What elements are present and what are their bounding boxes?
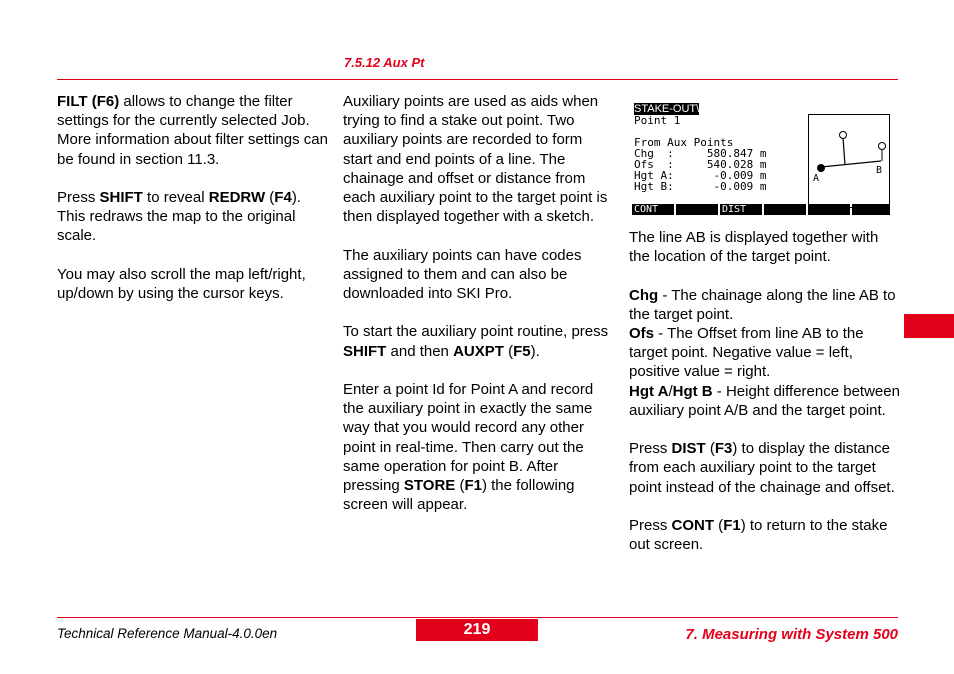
fkey-f6[interactable]: [852, 204, 890, 215]
column-right: [629, 228, 901, 554]
screen-row-ofs: Ofs : 540.028 m: [634, 158, 767, 171]
paragraph-scroll: [57, 265, 332, 303]
screen-row-hgtb: Hgt B: -0.009 m: [634, 180, 767, 193]
paragraph-start: [343, 322, 615, 360]
bold-term: F1: [464, 477, 482, 495]
paragraph-chg: [629, 286, 901, 324]
column-left: [57, 92, 332, 322]
paragraph-codes: The auxiliary points can have codes assigned to them and can also be downloaded into SKI Pro.: [343, 246, 582, 303]
fkey-f3[interactable]: DIST: [720, 204, 762, 215]
fkey-f5[interactable]: [808, 204, 850, 215]
function-key-bar: [632, 204, 890, 215]
column-middle: [343, 92, 615, 534]
bold-term: Chg: [629, 286, 659, 304]
paragraph-record: [343, 380, 615, 514]
paragraph-aux-intro: Auxiliary points are used as aids when trying to find a stake out point. Two auxiliary points are recorded to form start and end points of a line. The chainage and offset or distance from each auxiliary point to the target point is then displayed together with a sketch.: [343, 93, 608, 226]
label-a: A: [813, 173, 820, 184]
screen-point: Point 1: [634, 114, 681, 127]
text-span: You may also scroll the map left/right, up/down by using the cursor keys.: [57, 265, 306, 302]
text-span: Press: [629, 440, 672, 458]
text-span: - The chainage along the line AB to the target point.: [629, 286, 896, 323]
target-point-marker: [840, 132, 847, 139]
text-span: Enter a point Id for Point A and record the auxiliary point in exactly the same way that you would record any other point in real-time. Then carry out the same operation for point B. After pressing: [343, 381, 594, 495]
paragraph-dist: [629, 439, 901, 497]
paragraph-redraw: [57, 188, 332, 246]
bold-term: AUXPT: [453, 342, 504, 360]
sketch-drawing: [809, 115, 889, 207]
bold-term: F3: [714, 440, 733, 458]
screen-title-text: STAKE-OUT\: [634, 103, 700, 115]
bold-term: SHIFT: [343, 342, 387, 360]
label-b: B: [876, 165, 883, 176]
text-span: to reveal: [142, 189, 209, 206]
device-screen: [632, 104, 892, 216]
chapter-title: 7. Measuring with System 500: [685, 626, 898, 643]
text-span: ). This redraws the map to the original scale.: [57, 189, 301, 245]
text-span: ).: [530, 342, 540, 360]
text-span: and then: [386, 342, 454, 360]
chapter-tab-marker: [904, 314, 954, 338]
header-rule: [57, 79, 898, 80]
section-title: 7.5.12 Aux Pt: [344, 55, 425, 70]
text-span: /: [668, 382, 673, 400]
screen-row-hgta: Hgt A: -0.009 m: [634, 169, 767, 182]
offset-line: [843, 138, 845, 165]
fkey-f1[interactable]: CONT: [632, 204, 674, 215]
line-ab: [821, 161, 881, 167]
line-sketch: [808, 114, 890, 208]
screen-heading: From Aux Points: [634, 136, 734, 149]
bold-term: F5: [513, 342, 531, 360]
point-a-marker: [817, 164, 825, 172]
bold-term: Hgt A: [629, 382, 669, 400]
bold-term: FILT (F6): [57, 93, 120, 110]
bold-term: CONT: [671, 517, 715, 534]
text-span: (: [265, 189, 275, 206]
text-span: Press: [57, 189, 100, 206]
bold-term: Hgt B: [672, 382, 713, 400]
text-span: - The Offset from line AB to the target point. Negative value = left, positive value = right.: [629, 325, 864, 381]
text-span: (: [503, 342, 514, 360]
bold-term: F4: [274, 189, 292, 206]
bold-term: SHIFT: [99, 189, 143, 206]
bold-term: F1: [723, 517, 741, 534]
paragraph-caption: The line AB is displayed together with the location of the target point.: [629, 229, 879, 266]
text-span: ) the following screen will appear.: [343, 477, 575, 514]
text-span: - Height difference between auxiliary point A/B and the target point.: [629, 382, 900, 419]
text-span: (: [455, 477, 465, 495]
bold-term: DIST: [671, 440, 706, 458]
paragraph-hgt: [629, 382, 901, 420]
text-span: ) to return to the stake out screen.: [629, 517, 888, 554]
fkey-f4[interactable]: [764, 204, 806, 215]
text-span: allows to change the filter settings for the currently selected Job. More information about filter settings can be found in section 11.3.: [57, 93, 328, 168]
bold-term: Ofs: [629, 325, 655, 342]
fkey-f2[interactable]: [676, 204, 718, 215]
footer-rule: [57, 617, 898, 618]
bold-term: STORE: [403, 477, 456, 495]
text-span: To start the auxiliary point routine, press: [343, 323, 609, 341]
bold-term: REDRW: [208, 189, 266, 206]
text-span: ) to display the distance from each auxiliary point to the target point instead of the chainage and offset.: [629, 440, 895, 496]
text-span: (: [714, 517, 724, 534]
paragraph-cont: [629, 516, 901, 554]
paragraph-ofs: [629, 324, 901, 382]
paragraph-filt: [57, 92, 332, 169]
point-b-marker: [879, 143, 886, 150]
screen-row-chg: Chg : 580.847 m: [634, 147, 767, 160]
text-span: (: [705, 440, 715, 458]
manual-title: Technical Reference Manual-4.0.0en: [57, 626, 278, 641]
page-number: 219: [416, 619, 538, 641]
text-span: Press: [629, 517, 672, 534]
